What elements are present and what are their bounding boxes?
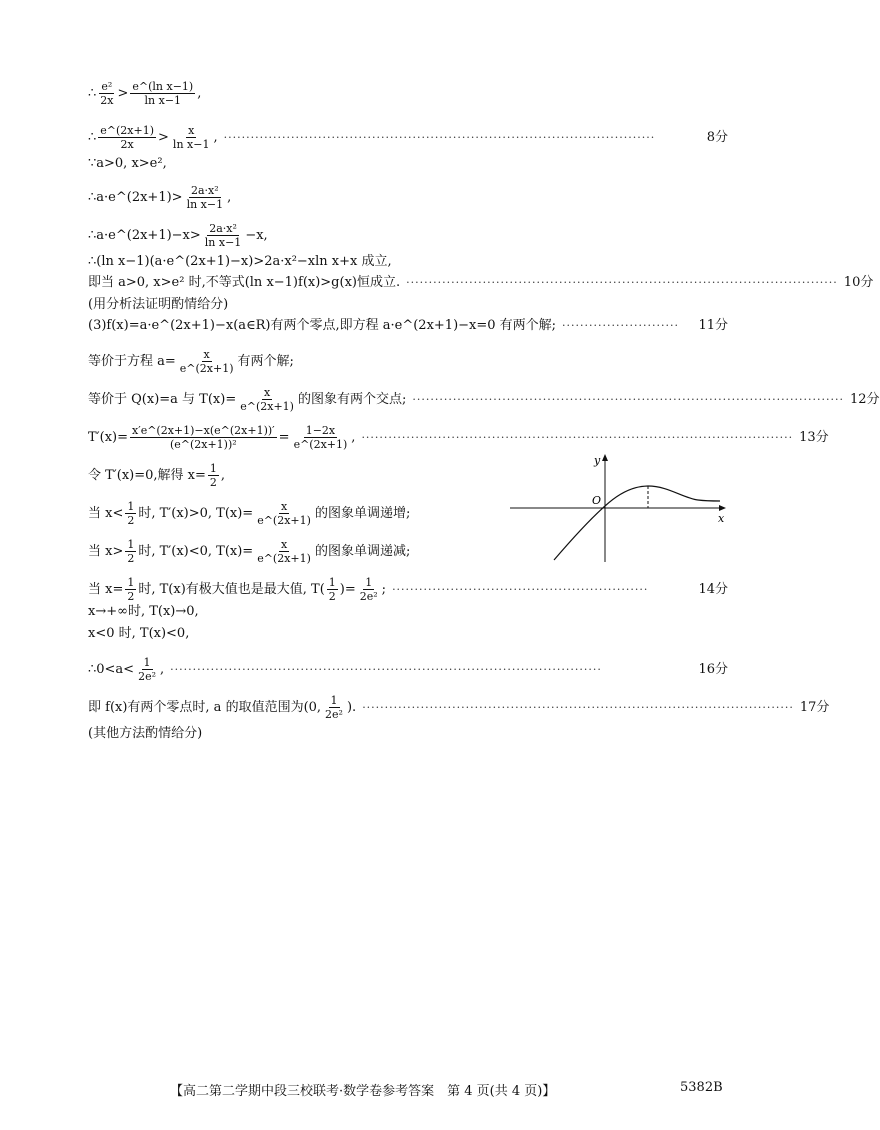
line-6: ∴(ln x−1)(a·e^(2x+1)−x)>2a·x²−xln x+x 成立,	[88, 254, 392, 269]
line-18: x<0 时, T(x)<0,	[88, 626, 190, 641]
line-10: 等价于方程 a= $\frac{x}{e\^{}(2x+1)}$ 有两个解;	[88, 348, 294, 375]
line-2: ∴ $\frac{e\^{}(2x+1)}{2x}$ > $\frac{x}{\text{ln x−1}}$ , ································································································ 8分	[88, 124, 728, 151]
line-17: x→+∞时, T(x)→0,	[88, 604, 199, 619]
fraction: $\frac{\text{2a·x²}}{\text{ln x−1}}$	[186, 184, 224, 211]
x-axis-label: x	[718, 512, 725, 525]
score-16: 16分	[698, 661, 728, 677]
fraction: $\frac{x}{\text{ln x−1}}$	[172, 124, 210, 151]
origin-label: O	[592, 494, 602, 507]
y-axis-label: y	[594, 454, 601, 467]
line-7: 即当 a>0, x>e² 时,不等式(ln x−1)f(x)>g(x)恒成立. ································································································ 10分	[88, 275, 874, 290]
line-14: 当 x< $\frac{1}{2}$ 时, T′(x)>0, T(x)= $\frac{x}{e\^{}(2x+1)}$ 的图象单调递增;	[88, 500, 411, 527]
y-axis-arrow	[602, 454, 608, 461]
x-axis-arrow	[719, 505, 726, 511]
line-20: 即 f(x)有两个零点时, a 的取值范围为(0, $\frac{1}{\text{2e²}}$ ). ································································································ 17分	[88, 694, 830, 721]
score-11: 11分	[698, 318, 728, 333]
leader-dots: ································································································	[223, 130, 656, 144]
fraction: $\frac{\text{e\textasciicircum{}(ln x−1)}}{\text{ln x−1}}$	[132, 80, 194, 107]
line-19: ∴0<a< $\frac{1}{\text{2e²}}$ , ································································································ 16分	[88, 656, 728, 683]
score-10: 10分	[843, 275, 874, 290]
score-12: 12分	[850, 391, 880, 407]
line-1: ∴ $\frac{\text{e²}}{2x}$ > $\frac{\text{e\textasciicircum{}(ln x−1)}}{\text{ln x−1}}$ ,	[88, 80, 202, 107]
line-13: 令 T′(x)=0,解得 x= $\frac{1}{2}$ ,	[88, 462, 226, 489]
function-graph	[508, 452, 730, 564]
line-15: 当 x> $\frac{1}{2}$ 时, T′(x)<0, T(x)= $\frac{x}{e\^{}(2x+1)}$ 的图象单调递减;	[88, 538, 411, 565]
line-3: ∵a>0, x>e²,	[88, 156, 167, 171]
fraction: $\frac{\text{e²}}{2x}$	[100, 80, 114, 107]
line-8: (用分析法证明酌情给分)	[88, 297, 229, 312]
document-code: 5382B	[680, 1080, 723, 1095]
fraction: $\frac{e\^{}(2x+1)}{2x}$	[100, 124, 155, 151]
line-9: (3)f(x)=a·e^(2x+1)−x(a∈R)有两个零点,即方程 a·e^(2x+1)−x=0 有两个解; ·························· 11分	[88, 318, 728, 333]
line-21: (其他方法酌情给分)	[88, 726, 203, 741]
line-5: ∴ a·e^(2x+1)−x> $\frac{\text{2a·x²}}{\text{ln x−1}}$ −x,	[88, 222, 268, 249]
t-curve	[554, 486, 720, 560]
line-16: 当 x= $\frac{1}{2}$ 时, T(x)有极大值也是最大值, T( $\frac{1}{2}$ )= $\frac{1}{\text{2e²}}$ ; ························································· 14分	[88, 576, 728, 603]
score-8: 8分	[706, 129, 728, 145]
page-footer: 【高二第二学期中段三校联考·数学卷参考答案 第 4 页(共 4 页)】	[170, 1084, 556, 1099]
line-11: 等价于 Q(x)=a 与 T(x)= $\frac{x}{e\^{}(2x+1)}$ 的图象有两个交点; ································································································ 12分	[88, 386, 880, 413]
score-14: 14分	[698, 581, 728, 597]
score-17: 17分	[799, 699, 830, 715]
line-12: T′(x)= $\frac{x'e\^{}(2x+1)-x(e\^{}(2x+1))'}{\text{(e\textasciicircum{}(2x+1))²}}$ = $\frac{1-2x}{e\^{}(2x+1)}$ , ································································································ 13分	[88, 424, 829, 451]
line-4: ∴ a·e^(2x+1)> $\frac{\text{2a·x²}}{\text{ln x−1}}$ ,	[88, 184, 232, 211]
score-13: 13分	[799, 429, 829, 445]
therefore-symbol: ∴	[88, 85, 97, 101]
fraction: $\frac{\text{2a·x²}}{\text{ln x−1}}$	[204, 222, 242, 249]
